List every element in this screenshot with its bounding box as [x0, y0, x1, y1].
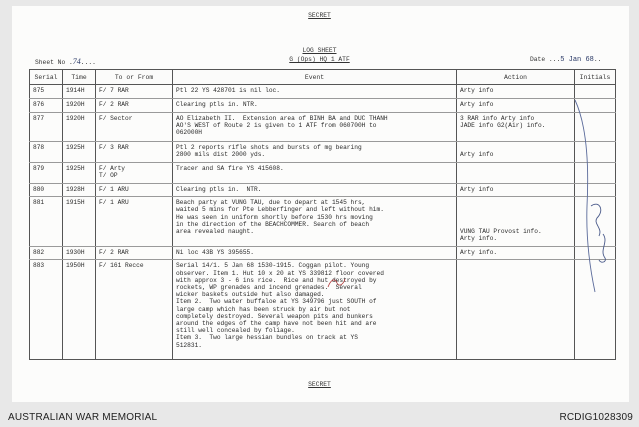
- table-row: [30, 99, 616, 113]
- column-header-to-or-from: To or From: [96, 70, 173, 85]
- cell-event: Clearing ptls in. NTR.: [173, 184, 457, 197]
- cell-event: Serial 14/1. 5 Jan 68 1530-1915. Coggan pilot. Young observer. Item 1. Hut 10 x 20 at YS 339812 floor covered with approx 3 - 6 ins rice. Rice and hut destroyed by rockets, WP grenades and incend grenades. Several wicker baskets outside hut also damaged. Item 2. Two water buffaloe at YS 349796 just SOUTH of large camp which has been struck by air but not completely destroyed. Several weapon pits and bunkers around the edges of the camp have not been hit and are still well concealed by foliage. Item 3. Two large hessian bundles on track at YS 512831.: [173, 260, 457, 360]
- cell-action: [457, 163, 575, 184]
- classification-top: SECRET: [308, 12, 331, 19]
- cell-time: 1930H: [63, 247, 96, 260]
- cell-event: Ptl 22 YS 428701 is nil loc.: [173, 85, 457, 99]
- cell-serial: 880: [30, 184, 63, 197]
- table-row: [30, 142, 616, 163]
- cell-serial: 882: [30, 247, 63, 260]
- cell-action: [457, 260, 575, 360]
- log-table: [29, 69, 616, 360]
- column-header-time: Time: [63, 70, 96, 85]
- cell-time: 1950H: [63, 260, 96, 360]
- cell-time: 1915H: [63, 197, 96, 247]
- cell-time: 1920H: [63, 99, 96, 113]
- red-pen-correction-mark: [325, 275, 349, 291]
- column-header-action: Action: [457, 70, 575, 85]
- cell-serial: 877: [30, 113, 63, 142]
- cell-to-from: F/ Arty T/ OP: [96, 163, 173, 184]
- sheet-number-value: 74: [72, 57, 81, 66]
- cell-to-from: F/ Sector: [96, 113, 173, 142]
- table-row: [30, 163, 616, 184]
- table-row: [30, 197, 616, 247]
- cell-action: Arty info: [457, 184, 575, 197]
- cell-event: Beach party at VUNG TAU, due to depart at 1545 hrs, waited 5 mins for Pte Lebberfinger and left without him. He was seen in uniform shortly before 1530 hrs moving in the direction of the BEACHCOMMER. Search of beach area revealed naught.: [173, 197, 457, 247]
- cell-event: Clearing ptls in. NTR.: [173, 99, 457, 113]
- cell-time: 1925H: [63, 142, 96, 163]
- cell-to-from: F/ 3 RAR: [96, 142, 173, 163]
- column-header-event: Event: [173, 70, 457, 85]
- table-row: [30, 85, 616, 99]
- cell-to-from: F/ 1 ARU: [96, 197, 173, 247]
- date-field: Date ...5 Jan 68..: [530, 56, 602, 64]
- cell-action: Arty info: [457, 142, 575, 163]
- cell-to-from: F/ 2 RAR: [96, 99, 173, 113]
- date-label: Date ...: [530, 56, 561, 63]
- cell-action: Arty info: [457, 99, 575, 113]
- cell-event: Ptl 2 reports rifle shots and bursts of mg bearing 2800 mils dist 2000 yds.: [173, 142, 457, 163]
- cell-action: Arty info.: [457, 247, 575, 260]
- cell-action: 3 RAR info Arty info JADE info G2(Air) info.: [457, 113, 575, 142]
- cell-time: 1920H: [63, 113, 96, 142]
- cell-time: 1914H: [63, 85, 96, 99]
- cell-action: Arty info: [457, 85, 575, 99]
- cell-serial: 879: [30, 163, 63, 184]
- cell-serial: 878: [30, 142, 63, 163]
- cell-time: 1928H: [63, 184, 96, 197]
- log-sheet-subtitle: G (Ops) HQ 1 ATF: [289, 56, 350, 63]
- cell-event: Tracer and SA fire YS 415608.: [173, 163, 457, 184]
- archive-credit: AUSTRALIAN WAR MEMORIAL: [8, 412, 158, 423]
- column-header-serial: Serial: [30, 70, 63, 85]
- cell-serial: 876: [30, 99, 63, 113]
- cell-to-from: F/ 1 ARU: [96, 184, 173, 197]
- date-value: 5 Jan 68: [560, 56, 594, 64]
- table-row: [30, 113, 616, 142]
- cell-serial: 883: [30, 260, 63, 360]
- table-row: [30, 260, 616, 360]
- table-row: [30, 247, 616, 260]
- log-sheet-title: LOG SHEET: [302, 47, 337, 54]
- cell-to-from: F/ 2 RAR: [96, 247, 173, 260]
- cell-action: VUNG TAU Provost info. Arty info.: [457, 197, 575, 247]
- cell-to-from: F/ 7 RAR: [96, 85, 173, 99]
- table-row: [30, 184, 616, 197]
- cell-serial: 881: [30, 197, 63, 247]
- column-header-initials: Initials: [575, 70, 616, 85]
- cell-to-from: F/ 161 Recce: [96, 260, 173, 360]
- cell-serial: 875: [30, 85, 63, 99]
- handwritten-initials-signature: [585, 198, 615, 268]
- archive-record-id: RCDIG1028309: [559, 412, 633, 423]
- sheet-label: Sheet No .: [35, 59, 73, 66]
- cell-time: 1925H: [63, 163, 96, 184]
- cell-event: Ni loc 43B YS 395655.: [173, 247, 457, 260]
- table-header-row: [30, 70, 616, 85]
- classification-bottom: SECRET: [308, 381, 331, 388]
- sheet-number: Sheet No .74....: [35, 57, 96, 66]
- cell-event: AO Elizabeth II. Extension area of BINH BA and DUC THANH AO'S WEST of Route 2 is given to 1 ATF from 060700H to 062000H: [173, 113, 457, 142]
